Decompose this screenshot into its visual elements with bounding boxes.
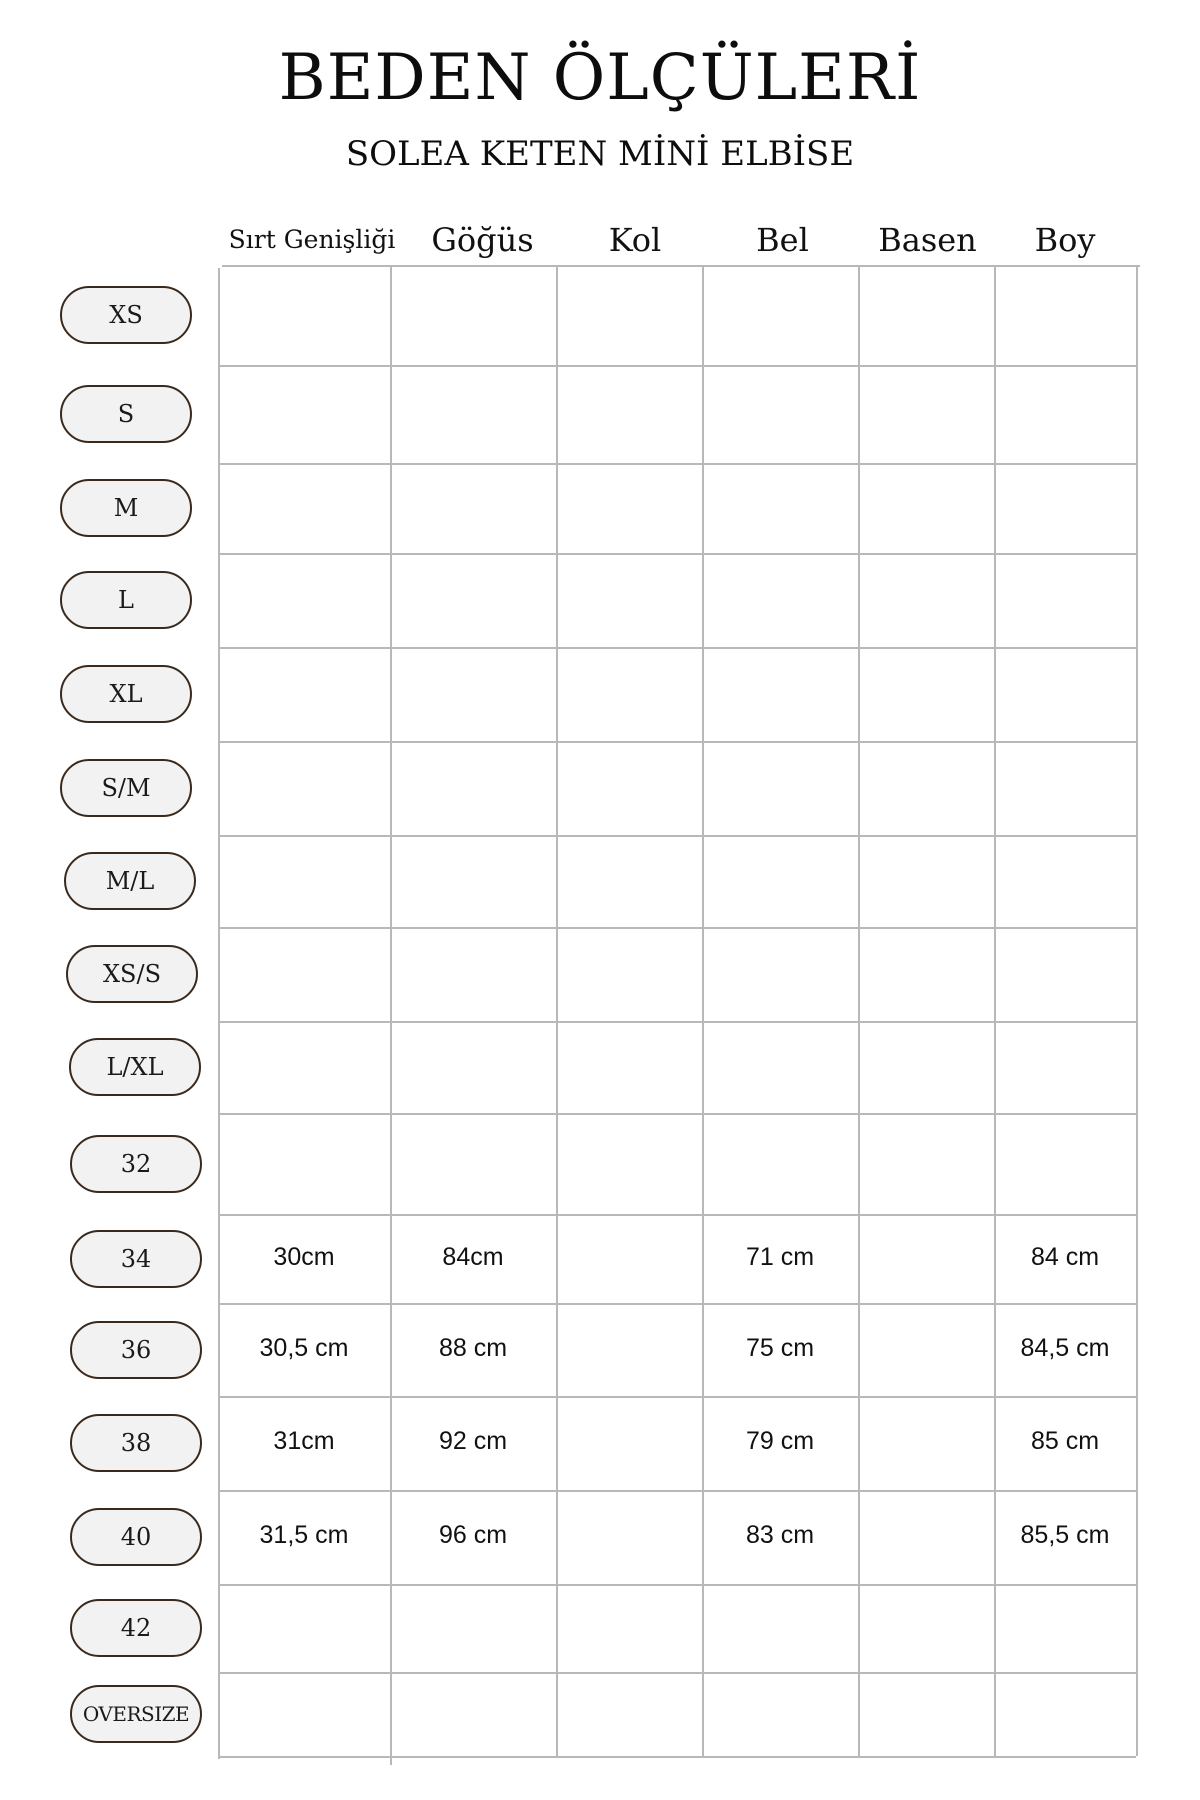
grid-row-line [218,835,1136,837]
measurement-cell: 30,5 cm [259,1333,349,1362]
size-label-32: 32 [70,1135,202,1193]
grid-row-line [218,741,1136,743]
size-label-40: 40 [70,1508,202,1566]
col-header-sirt: Sırt Genişliği [228,225,396,254]
page-title: BEDEN ÖLÇÜLERİ [278,41,922,115]
col-header-bel: Bel [756,221,809,259]
grid-row-line [218,1672,1136,1674]
grid-row-line [218,553,1136,555]
size-label-s-m: S/M [60,759,192,817]
size-label-oversize: OVERSIZE [70,1685,202,1743]
grid-row-line [218,927,1136,929]
measurement-cell: 84cm [442,1242,504,1271]
grid-row-line [218,1756,1136,1758]
size-label-m: M [60,479,192,537]
size-label-s: S [60,385,192,443]
grid-col-line [858,265,860,1756]
measurement-cell: 71 cm [745,1242,815,1271]
grid-col-line [1136,265,1138,1756]
measurement-cell: 30cm [273,1242,335,1271]
grid-row-line [218,1214,1136,1216]
measurement-cell: 83 cm [745,1521,815,1549]
measurement-cell: 84 cm [1030,1242,1100,1271]
measurement-cell: 92 cm [438,1427,508,1455]
size-label-xs-s: XS/S [66,945,198,1003]
grid-row-line [218,647,1136,649]
measurement-cell: 85,5 cm [1020,1521,1110,1549]
measurement-cell: 79 cm [745,1427,815,1455]
grid-row-line [218,1396,1136,1398]
grid-row-line [218,463,1136,465]
measurement-cell: 96 cm [438,1521,508,1549]
size-label-34: 34 [70,1230,202,1288]
col-header-basen: Basen [878,221,977,259]
measurement-cell: 31,5 cm [259,1521,349,1549]
grid-row-line [218,365,1136,367]
size-label-l: L [60,571,192,629]
measurement-cell: 85 cm [1030,1427,1100,1455]
size-label-36: 36 [70,1321,202,1379]
measurement-cell: 84,5 cm [1020,1333,1110,1362]
size-label-m-l: M/L [64,852,196,910]
size-label-38: 38 [70,1414,202,1472]
measurement-cell: 75 cm [745,1333,815,1362]
grid-row-line [218,1490,1136,1492]
grid-col-line [556,265,558,1756]
col-header-gogus: Göğüs [431,221,534,259]
size-label-42: 42 [70,1599,202,1657]
grid-row-line [218,1113,1136,1115]
grid-row-line [218,1021,1136,1023]
measurement-cell: 31cm [273,1427,335,1455]
grid-row-line [218,1303,1136,1305]
col-header-boy: Boy [1034,221,1096,259]
measurement-cell: 88 cm [438,1333,508,1362]
size-label-xs: XS [60,286,192,344]
col-header-kol: Kol [608,221,662,259]
size-label-l-xl: L/XL [69,1038,201,1096]
size-label-xl: XL [60,665,192,723]
product-subtitle: SOLEA KETEN MİNİ ELBİSE [345,134,855,174]
grid-row-line [218,1584,1136,1586]
grid-row-line [222,265,1140,267]
